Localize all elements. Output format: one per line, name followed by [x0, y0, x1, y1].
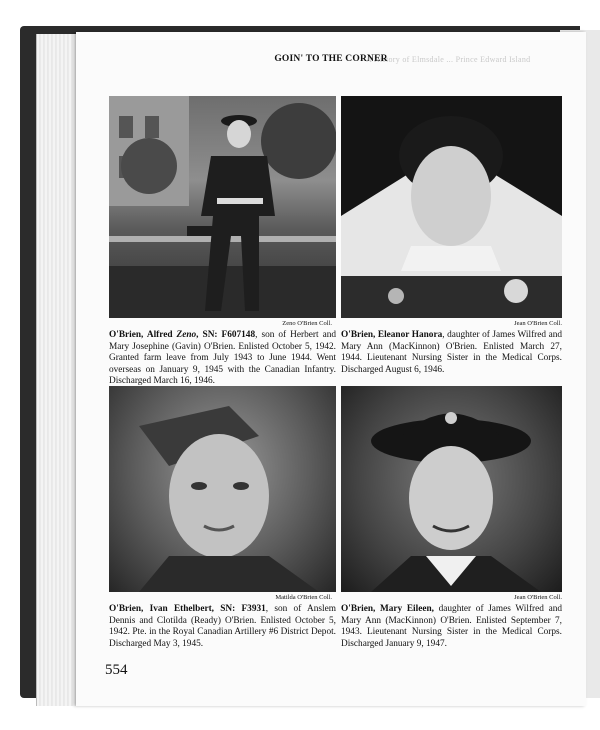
nurse-portrait	[341, 386, 562, 592]
photo-alfred-obrien	[109, 96, 336, 318]
entry-service-number: , SN: F607148	[196, 330, 256, 340]
page-number: 554	[105, 662, 128, 678]
soldier-standing-figure	[109, 96, 336, 318]
soldier-portrait	[109, 386, 336, 592]
nurse-portrait	[341, 96, 562, 318]
caption-ivan-obrien	[109, 604, 336, 650]
caption-eleanor-obrien	[341, 330, 562, 376]
photo-credit: Zeno O'Brien Coll.	[282, 320, 332, 327]
entry-text: , son of Herbert and Mary Josephine (Gavin) O'Brien. Enlisted October 5, 1942. Granted farm leave from July 1943 to June 1944. Went overseas on January 9, 1945 with the Canadian Infantry. Discharged March 16, 1946.	[109, 330, 337, 387]
entry-text: , daughter of James Wilfred and Mary Ann (MacKinnon) O'Brien. Enlisted March 27, 1944. Lieutenant Nursing Sister in the Medical Corps. Discharged August 6, 1946.	[341, 330, 562, 375]
photo-credit: Jean O'Brien Coll.	[514, 594, 562, 601]
bleed-through-text: A History of Elmsdale ... Prince Edward Island	[366, 55, 531, 64]
photo-ivan-obrien	[109, 386, 336, 592]
entry-name: O'Brien, Mary Eileen,	[341, 604, 434, 614]
entry-name: O'Brien, Ivan Ethelbert, SN: F3931	[109, 604, 266, 614]
photo-eleanor-obrien	[341, 96, 562, 318]
entry-nickname: Zeno	[176, 330, 197, 340]
photo-credit: Matilda O'Brien Coll.	[275, 594, 332, 601]
photo-credit: Jean O'Brien Coll.	[514, 320, 562, 327]
caption-mary-eileen-obrien	[341, 604, 562, 650]
running-head: GOIN' TO THE CORNER	[274, 54, 388, 64]
entry-text: daughter of James Wilfred and Mary Ann (MacKinnon) O'Brien. Enlisted September 7, 1943. Lieutenant Nursing Sister in the Medical Corps. Discharged January 9, 1947.	[341, 604, 562, 649]
photo-mary-eileen-obrien	[341, 386, 562, 592]
entry-name: O'Brien, Eleanor Hanora	[341, 330, 443, 340]
entry-text: , son of Anslem Dennis and Clotilda (Ready) O'Brien. Enlisted October 5, 1942. Pte. in the Royal Canadian Artillery #6 District Depot. Discharged May 3, 1945.	[109, 604, 336, 649]
entry-name: O'Brien, Alfred	[109, 330, 177, 340]
caption-alfred-obrien	[109, 330, 336, 388]
book-page	[76, 32, 586, 706]
page-edges	[36, 34, 79, 706]
